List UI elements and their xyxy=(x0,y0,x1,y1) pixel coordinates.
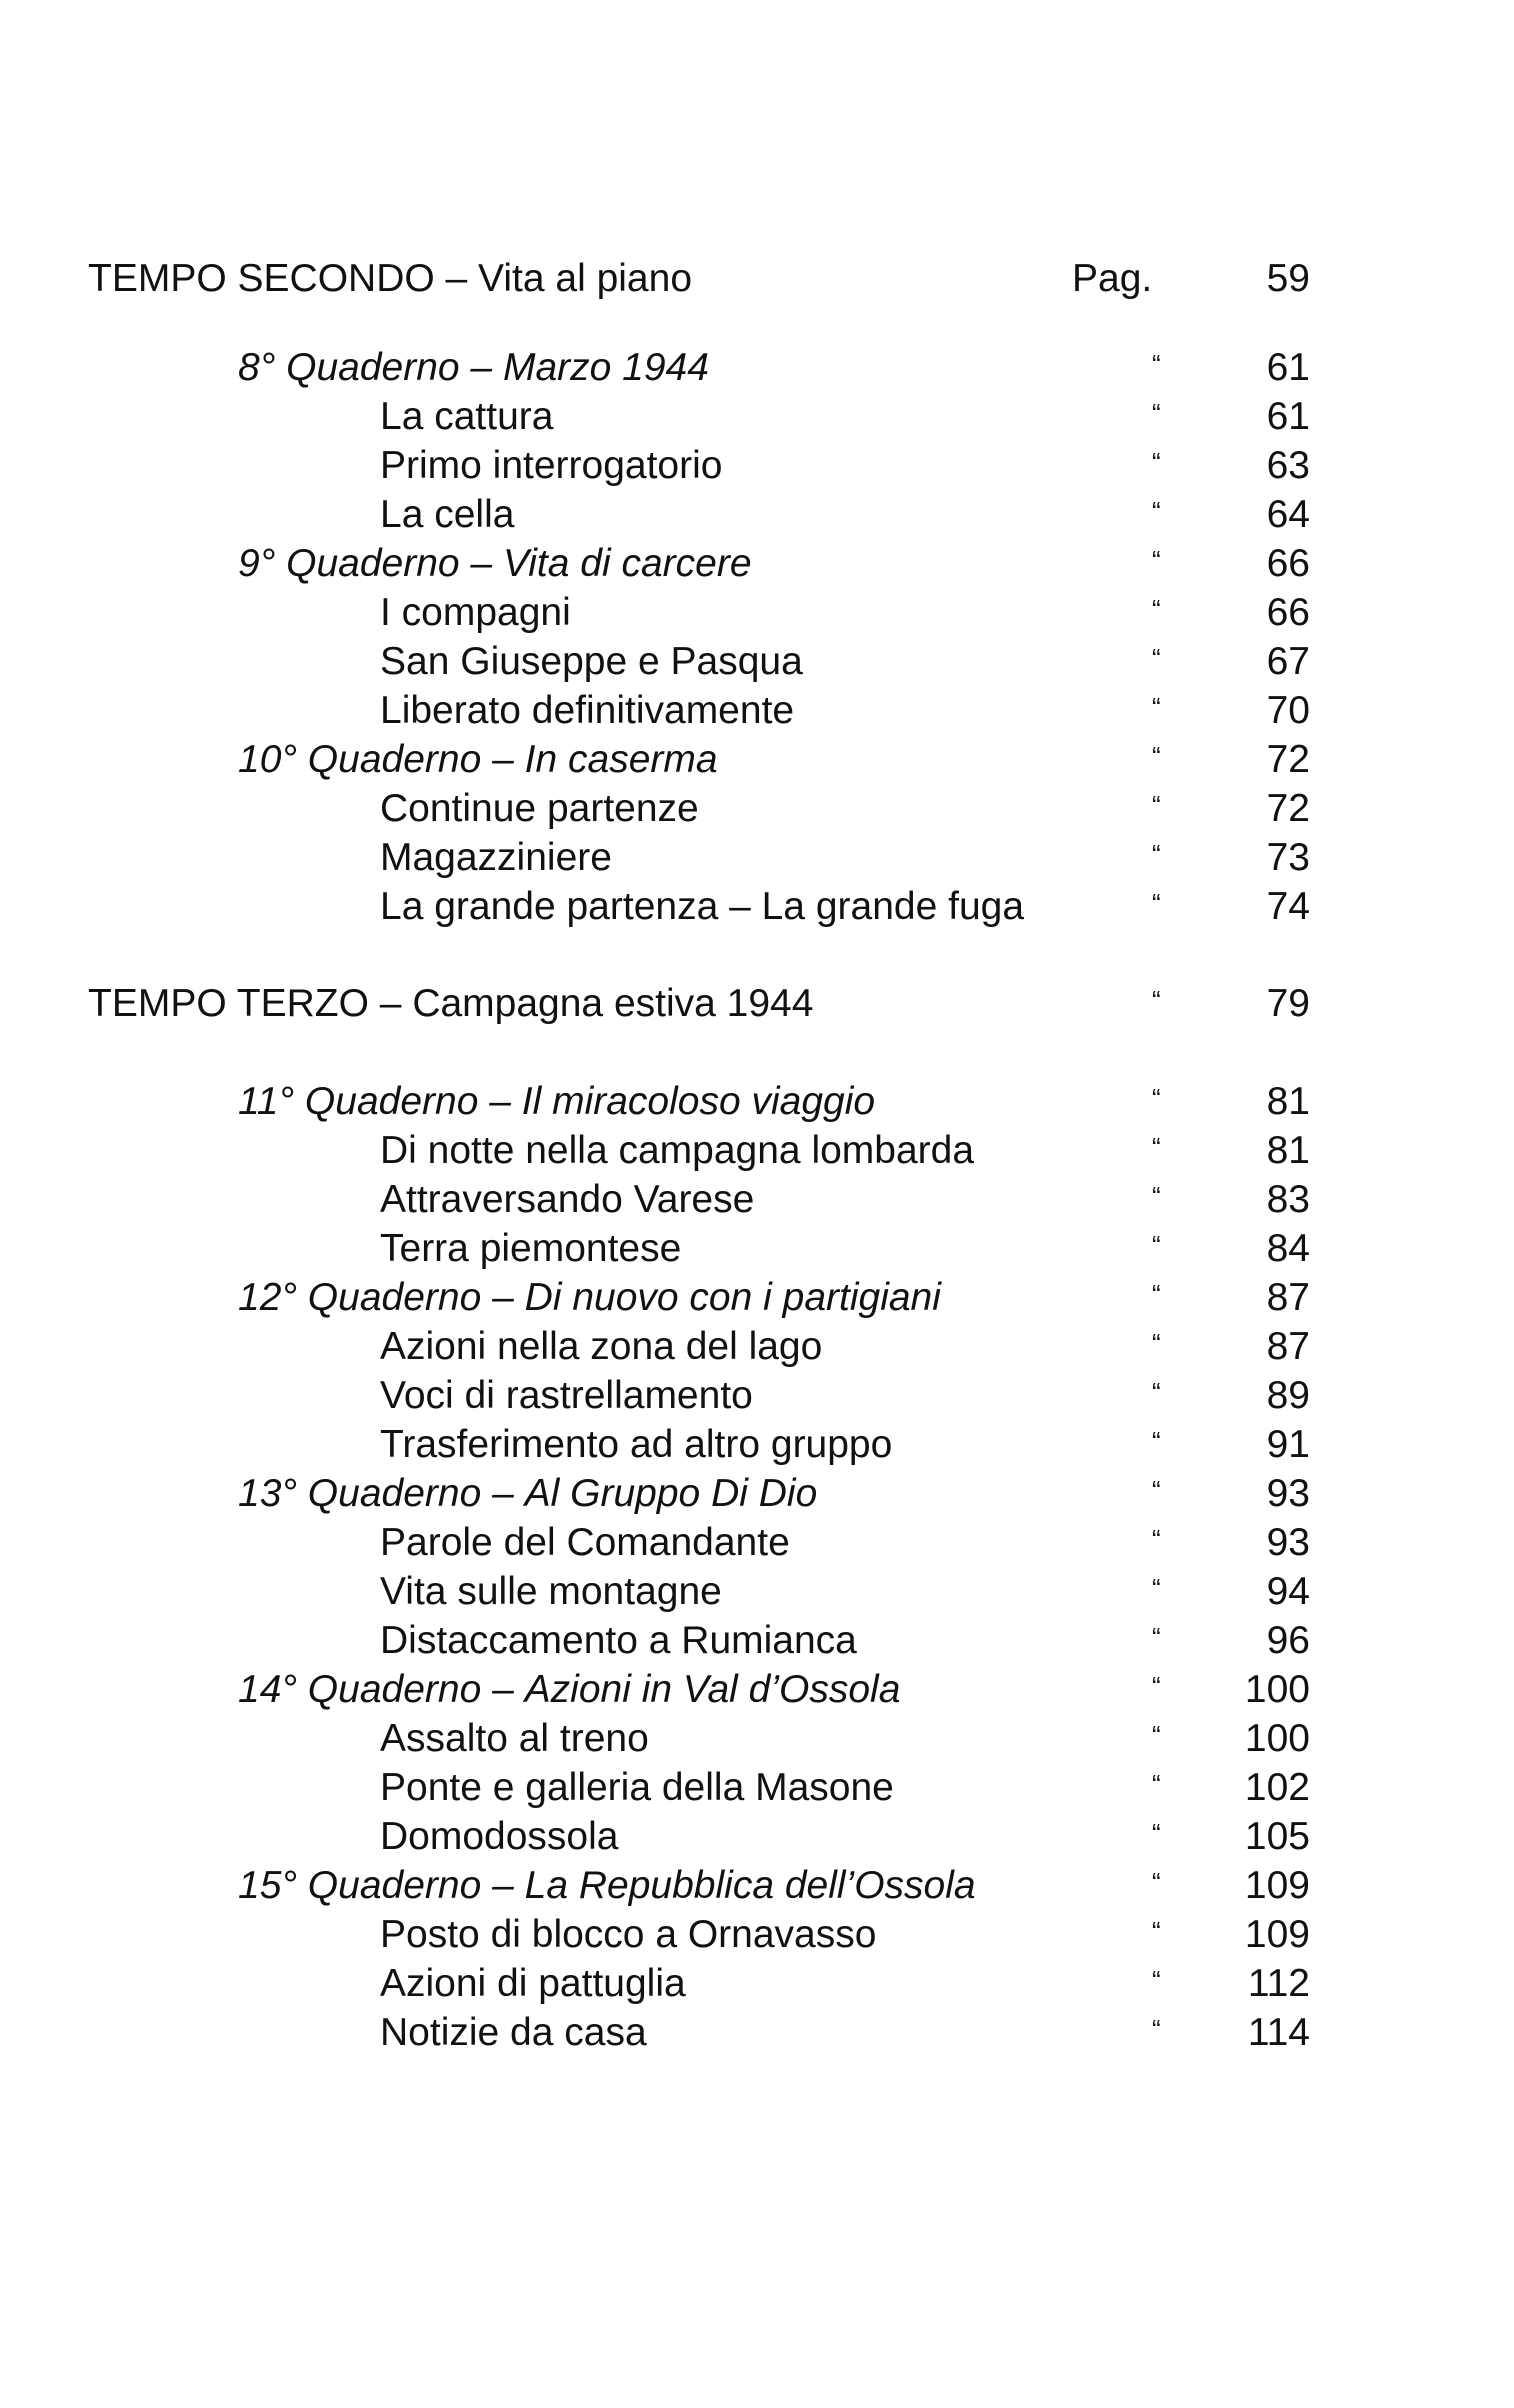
section-title: TEMPO TERZO – Campagna estiva 1944 xyxy=(88,982,814,1025)
toc-entry-quaderno-15 xyxy=(0,1861,1514,1911)
page-number: 61 xyxy=(1266,395,1310,438)
chapter-title: La cella xyxy=(380,493,515,536)
page-number: 66 xyxy=(1266,542,1310,585)
toc-entry-chapter xyxy=(0,1518,1514,1568)
chapter-title: Attraversando Varese xyxy=(380,1178,755,1221)
page-number: 109 xyxy=(1244,1913,1310,1956)
section-heading-tempo-terzo xyxy=(0,979,1514,1029)
ditto-mark: “ xyxy=(1152,1377,1161,1407)
page-number: 70 xyxy=(1266,689,1310,732)
ditto-mark: “ xyxy=(1152,1818,1161,1848)
chapter-title: Domodossola xyxy=(380,1815,619,1858)
toc-entry-quaderno-8 xyxy=(0,343,1514,393)
quaderno-title: In caserma xyxy=(524,738,718,781)
quaderno-title: La Repubblica dell’Ossola xyxy=(524,1864,976,1907)
ditto-mark: “ xyxy=(1152,1573,1161,1603)
quaderno-title: Vita di carcere xyxy=(502,542,752,585)
toc-entry-chapter xyxy=(0,490,1514,540)
toc-entry-chapter xyxy=(0,686,1514,736)
chapter-title: San Giuseppe e Pasqua xyxy=(380,640,803,683)
page-number: 93 xyxy=(1266,1521,1310,1564)
entry-label xyxy=(238,1861,976,1911)
page-number: 94 xyxy=(1266,1570,1310,1613)
entry-label xyxy=(238,1273,941,1323)
ditto-mark: “ xyxy=(1152,545,1161,575)
page-number: 63 xyxy=(1266,444,1310,487)
page-number: 91 xyxy=(1266,1423,1310,1466)
ditto-mark: “ xyxy=(1152,1524,1161,1554)
toc-entry-chapter xyxy=(0,1910,1514,1960)
chapter-title: Vita sulle montagne xyxy=(380,1570,722,1613)
chapter-title: Terra piemontese xyxy=(380,1227,682,1270)
entry-label xyxy=(238,343,709,393)
toc-entry-quaderno-14 xyxy=(0,1665,1514,1715)
chapter-title: Liberato definitivamente xyxy=(380,689,795,732)
ditto-mark: “ xyxy=(1152,1132,1161,1162)
chapter-title: Continue partenze xyxy=(380,787,699,830)
ditto-mark: “ xyxy=(1152,1769,1161,1799)
page-number: 59 xyxy=(1266,257,1310,300)
page-number: 81 xyxy=(1266,1129,1310,1172)
page-number: 87 xyxy=(1266,1276,1310,1319)
toc-entry-quaderno-10 xyxy=(0,735,1514,785)
page-label: Pag. xyxy=(1072,257,1153,300)
ditto-mark: “ xyxy=(1152,790,1161,820)
quaderno-number: 14° Quaderno – xyxy=(238,1668,514,1711)
entry-label xyxy=(238,1077,875,1127)
ditto-mark: “ xyxy=(1152,1965,1161,1995)
chapter-title: Trasferimento ad altro gruppo xyxy=(380,1423,893,1466)
chapter-title: Primo interrogatorio xyxy=(380,444,723,487)
quaderno-title: Azioni in Val d’Ossola xyxy=(524,1668,901,1711)
quaderno-title: Marzo 1944 xyxy=(502,346,709,389)
ditto-mark: “ xyxy=(1152,888,1161,918)
quaderno-number: 8° Quaderno – xyxy=(238,346,493,389)
ditto-mark: “ xyxy=(1152,643,1161,673)
quaderno-title: Il miracoloso viaggio xyxy=(521,1080,876,1123)
toc-entry-chapter xyxy=(0,1420,1514,1470)
toc-entry-chapter xyxy=(0,1126,1514,1176)
chapter-title: I compagni xyxy=(380,591,571,634)
toc-entry-chapter xyxy=(0,1322,1514,1372)
ditto-mark: “ xyxy=(1152,1181,1161,1211)
page-number: 105 xyxy=(1244,1815,1310,1858)
quaderno-number: 11° Quaderno – xyxy=(238,1080,511,1123)
quaderno-number: 9° Quaderno – xyxy=(238,542,493,585)
toc-entry-chapter xyxy=(0,882,1514,932)
toc-entry-chapter xyxy=(0,833,1514,883)
page-number: 84 xyxy=(1266,1227,1310,1270)
page-number: 109 xyxy=(1244,1864,1310,1907)
chapter-title: Magazziniere xyxy=(380,836,612,879)
chapter-title: Voci di rastrellamento xyxy=(380,1374,753,1417)
chapter-title: La cattura xyxy=(380,395,554,438)
page-number: 64 xyxy=(1266,493,1310,536)
ditto-mark: “ xyxy=(1152,1622,1161,1652)
page-number: 87 xyxy=(1266,1325,1310,1368)
toc-entry-chapter xyxy=(0,1616,1514,1666)
page-number: 93 xyxy=(1266,1472,1310,1515)
chapter-title: Azioni di pattuglia xyxy=(380,1962,686,2005)
ditto-mark: “ xyxy=(1152,1083,1161,1113)
ditto-mark: “ xyxy=(1152,985,1161,1015)
quaderno-number: 15° Quaderno – xyxy=(238,1864,514,1907)
quaderno-title: Di nuovo con i partigiani xyxy=(524,1276,941,1319)
section-heading-tempo-secondo xyxy=(0,254,1514,304)
page-number: 114 xyxy=(1247,2011,1310,2054)
ditto-mark: “ xyxy=(1152,2014,1161,2044)
toc-entry-chapter xyxy=(0,1224,1514,1274)
chapter-title: Notizie da casa xyxy=(380,2011,647,2054)
entry-label xyxy=(238,735,718,785)
page-number: 66 xyxy=(1266,591,1310,634)
page-number: 61 xyxy=(1266,346,1310,389)
page-number: 72 xyxy=(1266,787,1310,830)
ditto-mark: “ xyxy=(1152,1671,1161,1701)
page-number: 100 xyxy=(1244,1668,1310,1711)
page-number: 79 xyxy=(1266,982,1310,1025)
quaderno-title: Al Gruppo Di Dio xyxy=(524,1472,818,1515)
chapter-title: Assalto al treno xyxy=(380,1717,649,1760)
chapter-title: Di notte nella campagna lombarda xyxy=(380,1129,975,1172)
toc-entry-chapter xyxy=(0,637,1514,687)
toc-entry-chapter xyxy=(0,2008,1514,2058)
toc-entry-quaderno-13 xyxy=(0,1469,1514,1519)
entry-label xyxy=(238,1469,817,1519)
chapter-title: La grande partenza – La grande fuga xyxy=(380,885,1025,928)
chapter-title: Posto di blocco a Ornavasso xyxy=(380,1913,877,1956)
page-number: 102 xyxy=(1244,1766,1310,1809)
entry-label xyxy=(238,1665,900,1715)
page-number: 96 xyxy=(1266,1619,1310,1662)
page-number: 74 xyxy=(1266,885,1310,928)
ditto-mark: “ xyxy=(1152,839,1161,869)
ditto-mark: “ xyxy=(1152,398,1161,428)
page-number: 83 xyxy=(1266,1178,1310,1221)
toc-entry-chapter xyxy=(0,1175,1514,1225)
ditto-mark: “ xyxy=(1152,1230,1161,1260)
ditto-mark: “ xyxy=(1152,1867,1161,1897)
toc-entry-chapter xyxy=(0,1763,1514,1813)
section-title: TEMPO SECONDO – Vita al piano xyxy=(88,257,693,300)
toc-entry-quaderno-9 xyxy=(0,539,1514,589)
chapter-title: Ponte e galleria della Masone xyxy=(380,1766,894,1809)
ditto-mark: “ xyxy=(1152,1720,1161,1750)
entry-label xyxy=(238,539,752,589)
toc-entry-chapter xyxy=(0,441,1514,491)
ditto-mark: “ xyxy=(1152,594,1161,624)
page-number: 112 xyxy=(1247,1962,1310,2005)
ditto-mark: “ xyxy=(1152,741,1161,771)
chapter-title: Azioni nella zona del lago xyxy=(380,1325,823,1368)
page-number: 67 xyxy=(1266,640,1310,683)
quaderno-number: 10° Quaderno – xyxy=(238,738,514,781)
chapter-title: Distaccamento a Rumianca xyxy=(380,1619,857,1662)
ditto-mark: “ xyxy=(1152,1426,1161,1456)
ditto-mark: “ xyxy=(1152,1328,1161,1358)
ditto-mark: “ xyxy=(1152,447,1161,477)
ditto-mark: “ xyxy=(1152,349,1161,379)
toc-entry-chapter xyxy=(0,1714,1514,1764)
ditto-mark: “ xyxy=(1152,692,1161,722)
toc-entry-chapter xyxy=(0,784,1514,834)
toc-entry-chapter xyxy=(0,1371,1514,1421)
toc-entry-chapter xyxy=(0,1812,1514,1862)
toc-entry-quaderno-11 xyxy=(0,1077,1514,1127)
page-number: 81 xyxy=(1266,1080,1310,1123)
ditto-mark: “ xyxy=(1152,1475,1161,1505)
page-number: 89 xyxy=(1266,1374,1310,1417)
quaderno-number: 12° Quaderno – xyxy=(238,1276,514,1319)
ditto-mark: “ xyxy=(1152,496,1161,526)
toc-entry-chapter xyxy=(0,588,1514,638)
toc-entry-chapter xyxy=(0,392,1514,442)
ditto-mark: “ xyxy=(1152,1279,1161,1309)
page-number: 73 xyxy=(1266,836,1310,879)
toc-entry-chapter xyxy=(0,1959,1514,2009)
toc-entry-chapter xyxy=(0,1567,1514,1617)
ditto-mark: “ xyxy=(1152,1916,1161,1946)
toc-entry-quaderno-12 xyxy=(0,1273,1514,1323)
chapter-title: Parole del Comandante xyxy=(380,1521,790,1564)
page-number: 72 xyxy=(1266,738,1310,781)
quaderno-number: 13° Quaderno – xyxy=(238,1472,514,1515)
page-number: 100 xyxy=(1244,1717,1310,1760)
